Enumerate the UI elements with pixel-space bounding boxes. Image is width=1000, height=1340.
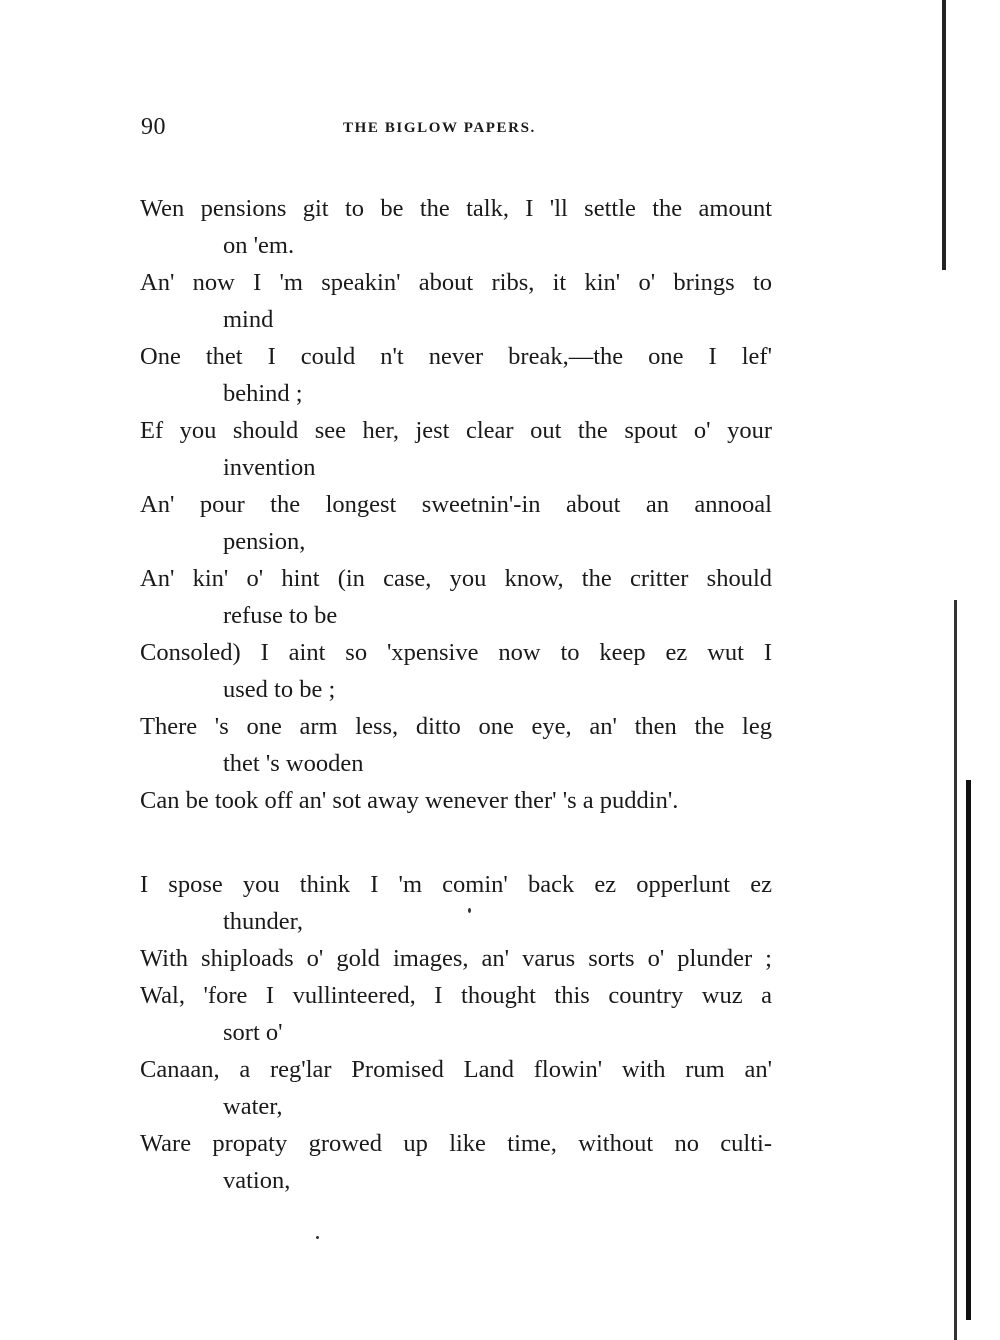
- verse-continuation: water,: [223, 1093, 283, 1120]
- stanza: [140, 190, 772, 819]
- verse-continuation: vation,: [223, 1167, 291, 1194]
- binding-rule: [966, 780, 971, 1320]
- verse-line: Can be took off an' sot away wenever ther' 's a puddin'.: [140, 787, 679, 814]
- verse: [140, 634, 772, 708]
- verse: [140, 866, 772, 940]
- verse-line: Consoled) I aint so 'xpensive now to keep ez wut I: [140, 639, 772, 666]
- verse: [140, 412, 772, 486]
- binding-rule: [942, 0, 946, 270]
- running-head: THE BIGLOW PAPERS.: [343, 120, 536, 136]
- verse-continuation: mind: [223, 306, 274, 333]
- verse: [140, 708, 772, 782]
- verse-line: Wen pensions git to be the talk, I 'll settle the amount: [140, 195, 772, 222]
- verse: [140, 560, 772, 634]
- ink-speck: [468, 908, 471, 913]
- verse-continuation: sort o': [223, 1019, 283, 1046]
- ink-speck: [316, 1236, 319, 1239]
- verse-continuation: thet 's wooden: [223, 750, 364, 777]
- verse: [140, 782, 772, 819]
- binding-rule: [954, 600, 957, 1340]
- verse-continuation: used to be ;: [223, 676, 336, 703]
- verse: [140, 940, 772, 977]
- verse-continuation: refuse to be: [223, 602, 338, 629]
- verse-line: Canaan, a reg'lar Promised Land flowin' with rum an': [140, 1056, 772, 1083]
- verse-continuation: on 'em.: [223, 232, 295, 259]
- verse-continuation: thunder,: [223, 908, 303, 935]
- binding-edge: [940, 0, 1000, 1340]
- verse-line: Wal, 'fore I vullinteered, I thought this country wuz a: [140, 982, 772, 1009]
- verse-line: An' kin' o' hint (in case, you know, the critter should: [140, 565, 772, 592]
- stanza: [140, 866, 772, 1199]
- verse: [140, 264, 772, 338]
- verse-line: With shiploads o' gold images, an' varus sorts o' plunder ;: [140, 945, 772, 972]
- verse: [140, 190, 772, 264]
- verse: [140, 1125, 772, 1199]
- verse-line: One thet I could n't never break,—the one I lef': [140, 343, 772, 370]
- verse: [140, 338, 772, 412]
- verse-continuation: pension,: [223, 528, 306, 555]
- verse-line: An' pour the longest sweetnin'-in about an annooal: [140, 491, 772, 518]
- page-number: 90: [141, 114, 166, 140]
- verse: [140, 977, 772, 1051]
- verse: [140, 1051, 772, 1125]
- verse-continuation: behind ;: [223, 380, 303, 407]
- verse-line: Ware propaty growed up like time, without no culti-: [140, 1130, 772, 1157]
- verse-continuation: invention: [223, 454, 316, 481]
- verse-line: I spose you think I 'm comin' back ez opperlunt ez: [140, 871, 772, 898]
- verse: [140, 486, 772, 560]
- verse-line: Ef you should see her, jest clear out the spout o' your: [140, 417, 772, 444]
- verse-line: There 's one arm less, ditto one eye, an' then the leg: [140, 713, 772, 740]
- verse-line: An' now I 'm speakin' about ribs, it kin' o' brings to: [140, 269, 772, 296]
